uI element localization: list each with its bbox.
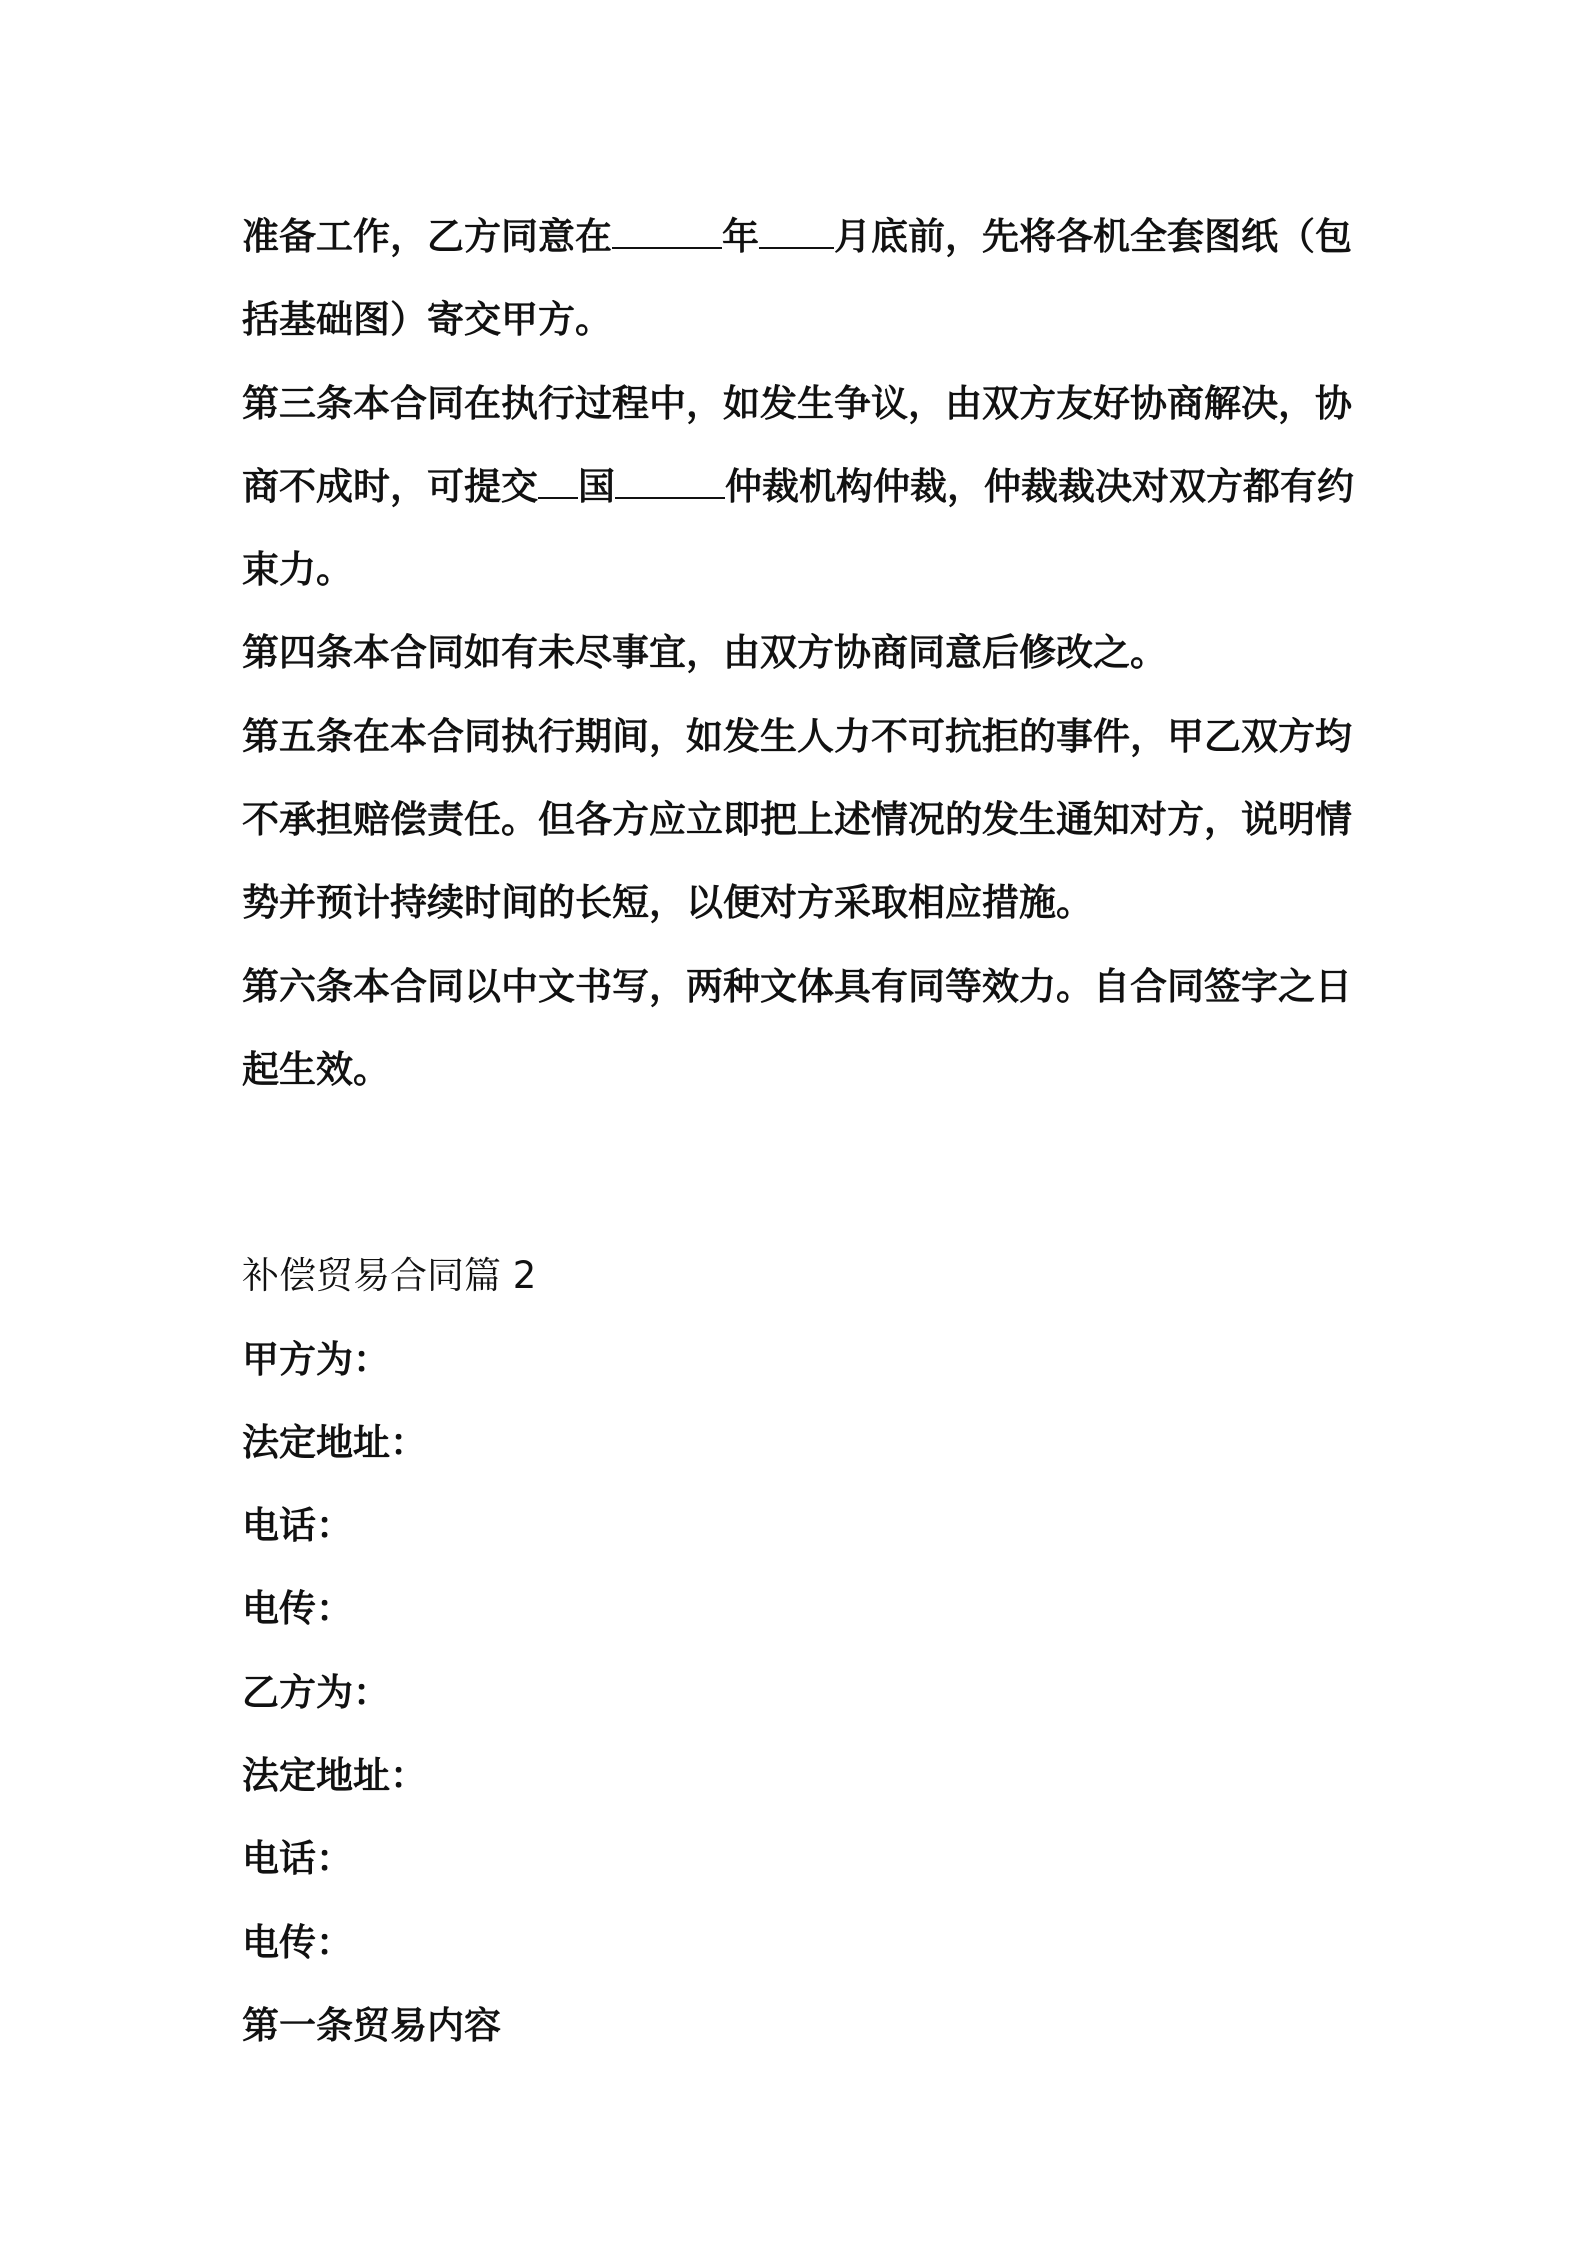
year-blank [612,207,722,249]
intro-line-1 [242,195,1357,278]
article-3-text-a: 商不成时，可提交 [242,464,538,508]
article-1-title: 第一条贸易内容 [242,2003,501,2047]
month-blank [759,207,834,249]
section-spacer [242,1111,1357,1234]
article-5-line-1: 第五条在本合同执行期间，如发生人力不可抗拒的事件，甲乙双方均 [242,714,1352,758]
party-b-label: 乙方为： [242,1670,390,1714]
document-page [242,195,1357,2067]
party-b-phone-label: 电话： [242,1837,353,1881]
article-5-line-3: 势并预计持续时间的长短，以便对方采取相应措施。 [242,881,1093,925]
party-b-fax-label: 电传： [242,1920,353,1964]
intro-text-c: 月底前，先将各机全套图纸（包 [834,215,1352,258]
country-blank [538,457,578,499]
intro-line-2: 括基础图）寄交甲方。 [242,298,612,342]
intro-text-b: 年 [722,215,759,258]
arbitration-blank [615,457,725,499]
article-4-line-1: 第四条本合同如有未尽事宜，由双方协商同意后修改之。 [242,631,1167,675]
article-3-text-c: 仲裁机构仲裁，仲裁裁决对双方都有约 [725,464,1354,508]
intro-text-a: 准备工作，乙方同意在 [242,215,612,258]
article-3-text-b: 国 [578,464,615,508]
article-3-line-3: 束力。 [242,548,353,592]
party-a-label: 甲方为： [242,1337,390,1381]
article-5-line-2: 不承担赔偿责任。但各方应立即把上述情况的发生通知对方，说明情 [242,798,1352,842]
section-2-title: 补偿贸易合同篇 2 [242,1254,537,1298]
article-6-line-2: 起生效。 [242,1047,390,1091]
article-6-line-1: 第六条本合同以中文书写，两种文体具有同等效力。自合同签字之日 [242,964,1352,1008]
article-3-line-1: 第三条本合同在执行过程中，如发生争议，由双方友好协商解决，协 [242,381,1352,425]
party-a-fax-label: 电传： [242,1587,353,1631]
party-a-phone-label: 电话： [242,1504,353,1548]
party-a-address-label: 法定地址： [242,1420,427,1464]
article-3-line-2 [242,445,1357,528]
party-b-address-label: 法定地址： [242,1754,427,1798]
